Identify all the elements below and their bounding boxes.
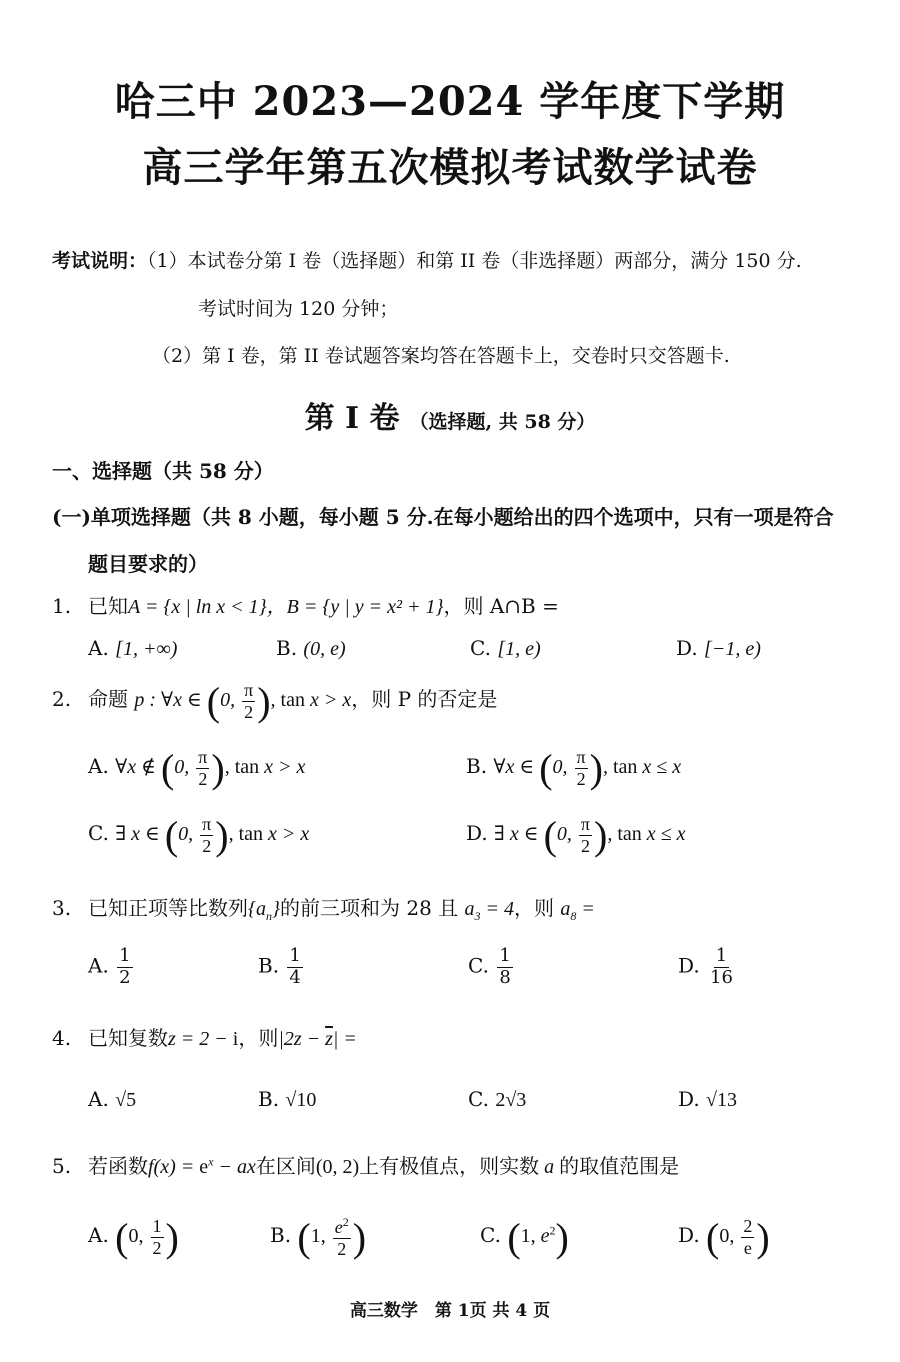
fraction-denominator: 2 bbox=[119, 966, 131, 988]
fraction-denominator: 16 bbox=[710, 966, 733, 988]
option-label: B. bbox=[258, 953, 280, 978]
option-label: B. bbox=[466, 754, 488, 779]
question-math: z = 2 − i bbox=[168, 1028, 239, 1050]
option-a bbox=[88, 946, 135, 988]
option-label: C. bbox=[470, 636, 491, 660]
option-d bbox=[466, 812, 686, 859]
option-value: ∃ x ∈ (0, $\frac{\pi}{2}$ ), tan x > x bbox=[115, 813, 310, 858]
option-b bbox=[270, 1214, 366, 1261]
option-label: A. bbox=[88, 636, 109, 660]
option-c bbox=[480, 1214, 569, 1261]
section-subtitle: （选择题, 共 58 分） bbox=[409, 411, 596, 433]
option-value: [1, +∞) bbox=[115, 638, 178, 660]
option-label: C. bbox=[468, 1087, 489, 1111]
option-value: 2√3 bbox=[495, 1089, 527, 1111]
option-label: A. bbox=[88, 1087, 109, 1111]
fraction-numerator: 1 bbox=[119, 945, 131, 966]
option-value: √10 bbox=[285, 1089, 317, 1111]
question-text: 上有极值点，则实数 bbox=[359, 1154, 540, 1178]
option-a bbox=[88, 636, 177, 661]
option-value bbox=[708, 946, 735, 988]
question-math: a bbox=[539, 1156, 560, 1178]
question-text: 已知复数 bbox=[88, 1026, 168, 1050]
question-number: 3. bbox=[52, 896, 72, 920]
instructions-line1 bbox=[52, 246, 802, 273]
question-text: ，则 bbox=[514, 896, 555, 920]
option-value bbox=[497, 946, 512, 988]
question-number: 5. bbox=[52, 1154, 72, 1178]
option-label: D. bbox=[678, 953, 700, 978]
section-title-main: 第 I 卷 bbox=[304, 401, 400, 436]
sub-heading-line2: 题目要求的） bbox=[88, 552, 208, 576]
option-b bbox=[276, 636, 346, 661]
fraction-numerator: 1 bbox=[499, 945, 511, 966]
option-value: (0, $\frac{1}{2}$ ) bbox=[115, 1215, 179, 1260]
part-heading: 一、选择题（共 58 分） bbox=[52, 459, 274, 483]
option-label: A. bbox=[88, 1223, 109, 1248]
question-text: 已知 bbox=[88, 594, 128, 618]
option-label: A. bbox=[88, 953, 109, 978]
option-value: ∀x ∈ (0, $\frac{\pi}{2}$ ), tan x ≤ x bbox=[493, 746, 682, 791]
option-value: [−1, e) bbox=[704, 638, 761, 660]
option-label: C. bbox=[468, 953, 489, 978]
question-text: 在区间 bbox=[255, 1154, 316, 1178]
question-text: 的取值范围是 bbox=[559, 1154, 680, 1178]
fraction-denominator: 4 bbox=[289, 966, 301, 988]
option-label: B. bbox=[276, 636, 298, 660]
question-math: $f(x) = e^x$ − ax bbox=[148, 1154, 256, 1178]
option-a bbox=[88, 1087, 136, 1112]
option-value: ∀x ∉ (0, $\frac{\pi}{2}$ ), tan x > x bbox=[115, 746, 306, 791]
option-b bbox=[466, 745, 681, 792]
option-value: (0, $\frac{2}{e}$ ) bbox=[706, 1215, 770, 1260]
option-b bbox=[258, 1087, 316, 1112]
question-text: ，则 bbox=[238, 1026, 279, 1050]
option-value: (1, $e^2$) bbox=[507, 1215, 569, 1260]
option-a bbox=[88, 745, 305, 792]
option-value: (1, $\frac{e^2}{2}$ ) bbox=[297, 1214, 367, 1260]
question-text: ，则 A∩B = bbox=[443, 594, 559, 618]
option-c bbox=[470, 636, 541, 661]
question-text: 命题 bbox=[88, 687, 128, 712]
option-value: [1, e) bbox=[497, 638, 541, 660]
question-math: $|2z - \overline{z}|$ = bbox=[278, 1028, 357, 1050]
instructions-item1: （1）本试卷分第 I 卷（选择题）和第 II 卷（非选择题）两部分，满分 150 分. bbox=[147, 250, 802, 272]
option-d bbox=[678, 1214, 770, 1261]
question-math: $a_3 = 4$ bbox=[464, 898, 515, 923]
option-d bbox=[678, 1087, 737, 1112]
question-2-stem bbox=[52, 678, 497, 725]
option-value: √13 bbox=[706, 1089, 738, 1111]
question-text: 的前三项和为 28 且 bbox=[280, 896, 459, 920]
option-a bbox=[88, 1214, 179, 1261]
option-label: C. bbox=[480, 1223, 501, 1248]
option-label: D. bbox=[676, 636, 698, 660]
option-label: D. bbox=[466, 821, 488, 846]
option-label: C. bbox=[88, 821, 109, 846]
question-number: 1. bbox=[52, 594, 72, 618]
option-label: A. bbox=[88, 754, 109, 779]
instructions-label: 考试说明： bbox=[52, 250, 148, 272]
option-c bbox=[468, 1087, 526, 1112]
question-number: 4. bbox=[52, 1026, 72, 1050]
instructions-item2: （2）第 I 卷，第 II 卷试题答案均答在答题卡上，交卷时只交答题卡. bbox=[152, 345, 730, 367]
instructions-item1-cont: 考试时间为 120 分钟； bbox=[198, 298, 399, 320]
option-c bbox=[88, 812, 309, 859]
option-value: ∃ x ∈ (0, $\frac{\pi}{2}$ ), tan x ≤ x bbox=[494, 813, 686, 858]
option-value: √5 bbox=[115, 1089, 137, 1111]
question-math: $a_8$ = bbox=[560, 898, 595, 923]
page-footer: 高三数学 第 1页 共 4 页 bbox=[349, 1301, 551, 1321]
option-d bbox=[678, 946, 737, 988]
fraction-denominator: 8 bbox=[499, 966, 511, 988]
question-math: $\{a_n\}$ bbox=[248, 898, 280, 923]
question-text: 若函数 bbox=[88, 1154, 148, 1178]
exam-title-line1: 哈三中 2023—2024 学年度下学期 bbox=[114, 78, 786, 125]
option-label: D. bbox=[678, 1223, 700, 1248]
section-title bbox=[0, 393, 900, 437]
question-4-stem bbox=[52, 1022, 357, 1051]
question-3-stem bbox=[52, 892, 595, 924]
question-math: p : ∀x ∈ (0, $\frac{\pi}{2}$ ), tan x > x bbox=[134, 679, 352, 724]
option-label: D. bbox=[678, 1087, 700, 1111]
question-number: 2. bbox=[52, 687, 72, 712]
option-value bbox=[117, 946, 132, 988]
exam-title-line2: 高三学年第五次模拟考试数学试卷 bbox=[142, 144, 758, 191]
question-math: (0, 2) bbox=[315, 1156, 360, 1178]
fraction-numerator: 1 bbox=[715, 945, 728, 966]
option-value: (0, e) bbox=[303, 638, 346, 660]
question-1-stem bbox=[52, 590, 559, 619]
question-text: ，则 P 的否定是 bbox=[351, 687, 498, 712]
option-b bbox=[258, 946, 305, 988]
option-value bbox=[287, 946, 302, 988]
option-c bbox=[468, 946, 515, 988]
option-d bbox=[676, 636, 761, 661]
option-label: B. bbox=[270, 1223, 292, 1248]
question-math: A = {x | ln x < 1}，B = {y | y = x² + 1} bbox=[128, 596, 444, 618]
option-label: B. bbox=[258, 1087, 280, 1111]
question-5-stem bbox=[52, 1150, 679, 1179]
fraction-numerator: 1 bbox=[289, 945, 301, 966]
sub-heading-line1: (一)单项选择题（共 8 小题，每小题 5 分.在每小题给出的四个选项中，只有一项是符合 bbox=[52, 505, 834, 529]
question-text: 已知正项等比数列 bbox=[88, 896, 248, 920]
